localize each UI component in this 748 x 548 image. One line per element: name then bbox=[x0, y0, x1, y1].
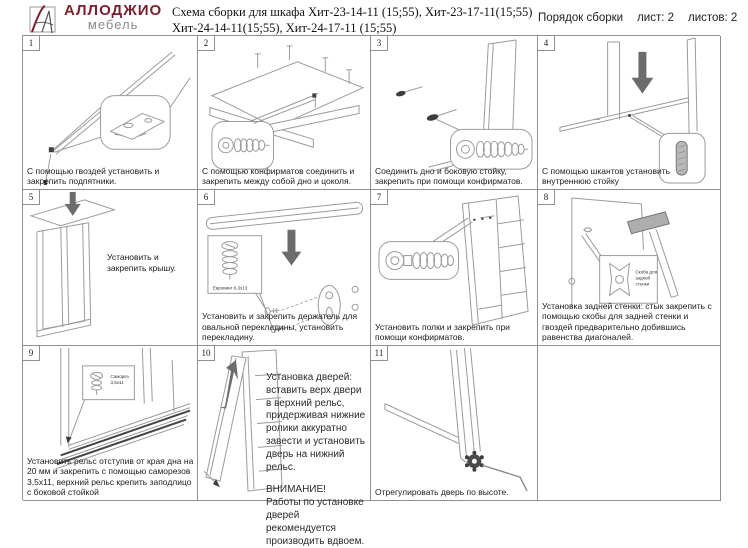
step-panel-7 bbox=[371, 190, 538, 346]
step-number: 6 bbox=[198, 190, 215, 205]
step-number: 4 bbox=[538, 36, 555, 51]
step-number: 9 bbox=[23, 346, 40, 361]
door-height-adjust-diagram bbox=[371, 346, 537, 500]
step-panel-5 bbox=[23, 190, 198, 346]
screw-size-label-line1: Саморез bbox=[110, 373, 129, 379]
step-panel-8 bbox=[538, 190, 721, 346]
staple-label-line2: задней bbox=[635, 275, 651, 281]
step-caption: С помощью конфирматов соединить и закрепить между собой дно и цоколя. bbox=[202, 165, 355, 187]
title-line-2: Хит-24-14-11(15;55), Хит-24-17-11 (15;55) bbox=[172, 21, 397, 35]
warning-body: Работы по установке дверей рекомендуется производить вдвоем. bbox=[266, 497, 365, 547]
step-number: 3 bbox=[371, 36, 388, 51]
step-caption: Установить и закрепить крышу. bbox=[107, 252, 176, 274]
step-number: 10 bbox=[198, 346, 215, 361]
step-number: 11 bbox=[371, 346, 388, 361]
brand-subtitle: мебель bbox=[87, 17, 139, 32]
step-panel-3 bbox=[371, 36, 538, 190]
step-caption: Установить рельс отступив от края дна на 20 мм и закрепить с помощью саморезов 3,5х11, верхний рельс крепить заподлицо с боковой стойкой bbox=[27, 455, 194, 498]
staple-label-line3: стенки bbox=[635, 281, 650, 287]
step-panel-1 bbox=[23, 36, 198, 190]
step-caption: Установка задней стенки: стык закрепить с помощью скобы для задней стенки и гвоздей предварительно добившись равенства диагоналей. bbox=[542, 300, 712, 343]
step-number: 8 bbox=[538, 190, 555, 205]
step-number: 5 bbox=[23, 190, 40, 205]
title-line-1: Схема сборки для шкафа Хит-23-14-11 (15;55), Хит-23-17-11(15;55) bbox=[172, 5, 533, 19]
step-panel-9 bbox=[23, 346, 198, 501]
warning-title: ВНИМАНИЕ! bbox=[266, 484, 326, 496]
step-panel-10 bbox=[198, 346, 371, 547]
document-title bbox=[172, 4, 572, 36]
header bbox=[0, 0, 748, 35]
step-panel-4 bbox=[538, 36, 721, 190]
step-number: 7 bbox=[371, 190, 388, 205]
step-caption: Установить полки и закрепить при помощи конфирматов. bbox=[375, 321, 510, 343]
sheet-number: лист: 2 bbox=[637, 12, 675, 24]
step-caption: С помощью гвоздей установить и закрепить подпятники. bbox=[27, 165, 160, 187]
step-panel-2 bbox=[198, 36, 371, 190]
instruction-body: вставить верх двери в верхний рельс, придерживая нижние ролики аккуратно завести и установить дверь на нижний рельс. bbox=[266, 384, 366, 473]
door-install-instructions bbox=[266, 372, 368, 548]
step-caption: Соединить дно и боковую стойку, закрепить при помощи конфирматов. bbox=[375, 165, 523, 187]
brand-text bbox=[64, 3, 162, 32]
brand-logo-icon bbox=[28, 3, 58, 33]
step-number: 2 bbox=[198, 36, 215, 51]
step-caption: Отрегулировать дверь по высоте. bbox=[375, 487, 509, 498]
staple-label-line1: Скоба для bbox=[635, 269, 658, 275]
step-caption: С помощью шкантов установить внутреннюю стойку bbox=[542, 165, 671, 187]
assembly-steps-grid bbox=[22, 35, 720, 547]
step-number: 1 bbox=[23, 36, 40, 51]
empty-cell bbox=[538, 346, 721, 501]
screw-size-label: Евровинт 6,3х13 bbox=[212, 285, 248, 291]
order-label: Порядок сборки bbox=[538, 12, 624, 24]
instruction-title: Установка дверей: bbox=[266, 372, 353, 383]
roller-icon bbox=[465, 451, 484, 472]
sheet-info bbox=[538, 12, 738, 24]
brand-name: АЛЛОДЖИО bbox=[64, 2, 163, 19]
step-panel-11 bbox=[371, 346, 538, 501]
step-panel-6 bbox=[198, 190, 371, 346]
step-caption: Установить и закрепить держатель для овальной перекладины, установить перекладину. bbox=[202, 311, 358, 343]
sheets-total: листов: 2 bbox=[688, 12, 738, 24]
screw-size-label-line2: 3,5х11 bbox=[110, 379, 124, 385]
logo bbox=[28, 3, 162, 33]
